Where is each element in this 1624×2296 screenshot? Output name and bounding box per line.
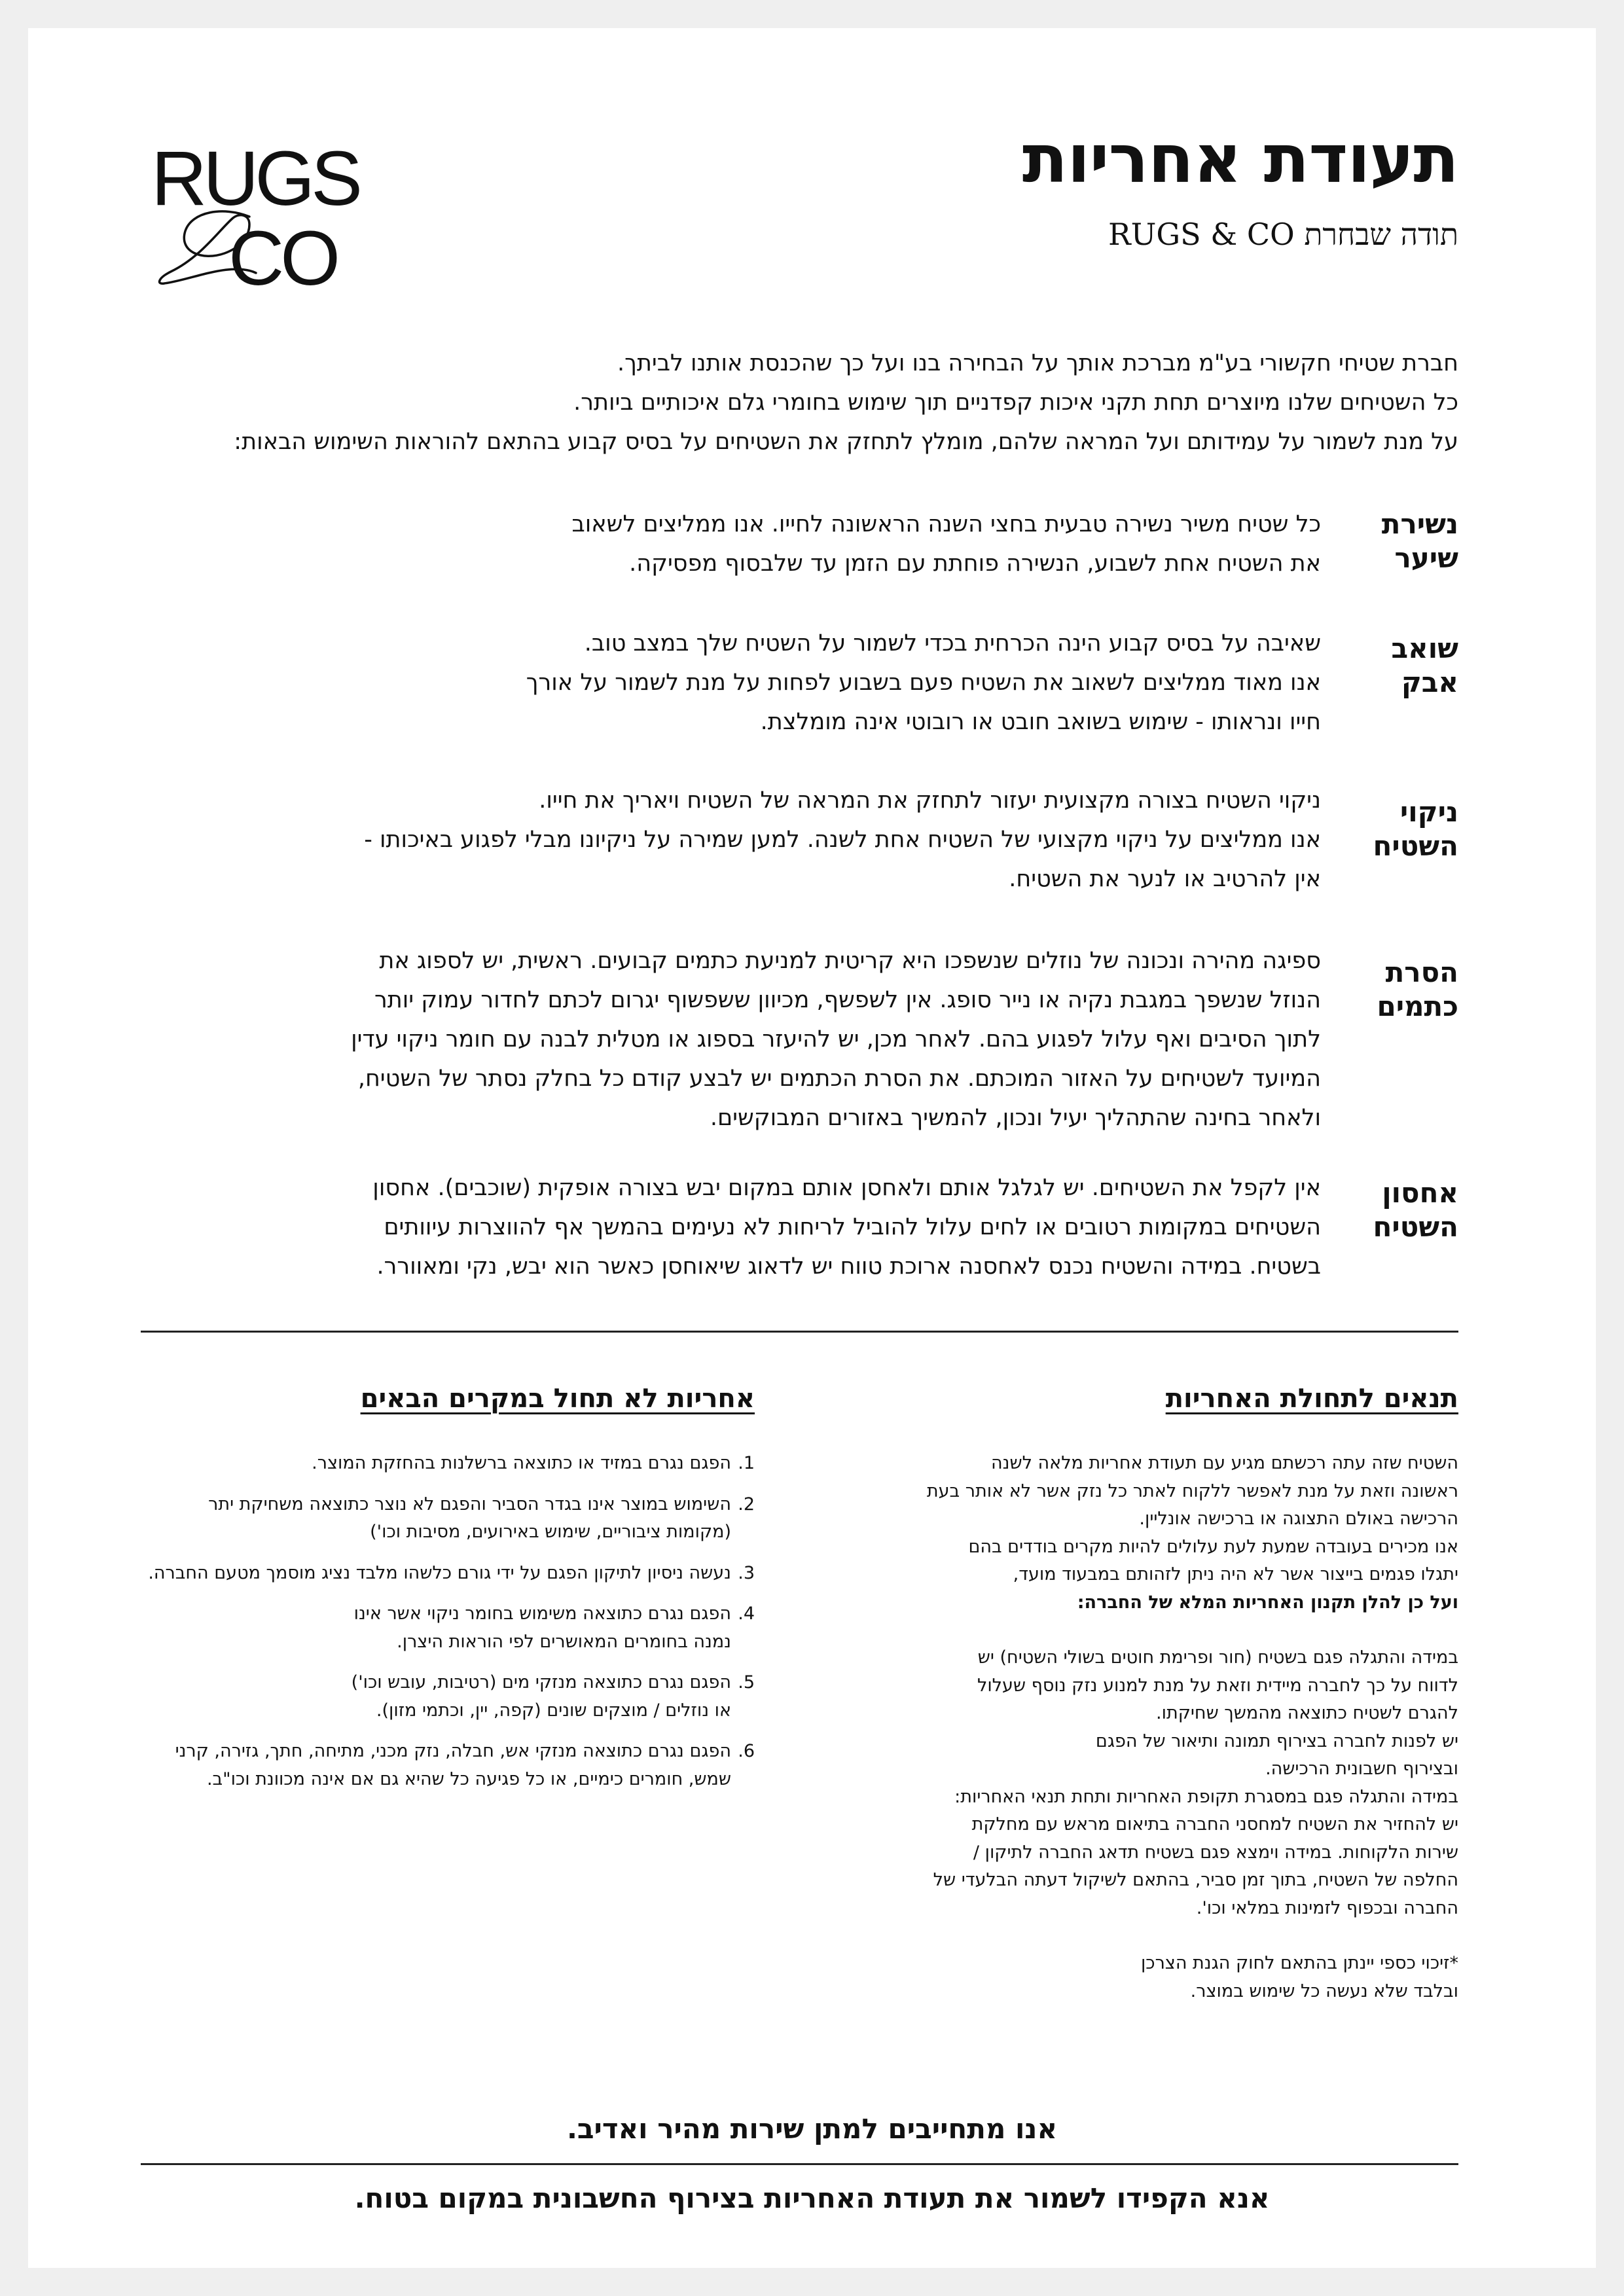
warranty-page [28, 28, 1596, 2268]
rugs-and-co-logo [151, 133, 361, 290]
list-item: 3. נעשה ניסיון לתיקון הפגם על ידי גורם כלשהו מלבד נציג מוסמך מטעם החברה. [148, 1562, 755, 1583]
refund-note: ובלבד שלא נעשה כל שימוש במוצר. [1190, 1981, 1458, 2001]
list-item: 1. הפגם נגרם במזיד או כתוצאה ברשלנות בהחזקת המוצר. [312, 1453, 755, 1473]
intro-line: חברת שטיחי חקשורי בע"מ מברכת אותך על הבחירה בנו ועל כך שהכנסת אותנו לביתך. [617, 350, 1458, 376]
intro-line: כל השטיחים שלנו מיוצרים תחת תקני איכות קפדניים תוך שימוש בחומרי גלם איכותיים ביותר. [573, 389, 1458, 416]
section-text: אין לקפל את השטיחים. יש לגלגל אותם ולאחסן אותם במקום יבש בצורה אופקית (שוכבים). אחסון השטיחים במקומות רטובים או לחים עלול להוביל לריחות לא נעימים בהמשך אף להווצרות עיוותים בשטיח. במידה והשטיח נכנס לאחסנה ארוכת טווח יש לדאוג שיאוחסן כאשר הוא יבש, נקי ומאוורר. [372, 1175, 1321, 1280]
warranty-terms-bold: ועל כן להלן תקנון האחריות המלא של החברה: [1077, 1592, 1458, 1613]
list-item: 4. הפגם נגרם כתוצאה משימוש בחומר ניקוי אשר אינו נמנה בחומרים המאושרים לפי הוראות היצרן. [353, 1604, 755, 1652]
divider [141, 2163, 1458, 2165]
section-text: שאיבה על בסיס קבוע הינה הכרחית בכדי לשמור על השטיח שלך במצב טוב. אנו מאוד ממליצים לשאוב את השטיח פעם בשבוע לפחות על מנת לשמור על אורך חייו ונראותו - שימוש בשואב חובט או רובוטי אינה מומלצת. [526, 630, 1321, 735]
intro-text [84, 344, 1458, 461]
logo-line2: CO [228, 215, 336, 290]
page-title: תעודת אחריות [1022, 120, 1458, 198]
warranty-terms [876, 1380, 1458, 2005]
intro-line: על מנת לשמור על עמידותם ועל המראה שלהם, מומלץ לתחזק את השטיחים על בסיס קבוע בהתאם להוראות השימוש הבאות: [234, 429, 1458, 455]
section-text: ספיגה מהירה ונכונה של נוזלים שנשפכו היא קריטית למניעת כתמים קבועים. ראשית, יש לספוג את הנוזל שנשפך במגבת נקיה או נייר סופג. אין לשפשף, מכיוון ששפשוף יגרום לכתם לחדור עמוק יותר לתוך הסיבים ואף עלול לפגוע בהם. לאחר מכן, יש להיעזר בספוג או מטלית לבנה עם חומר ניקוי עדין המיועד לשטיחים על האזור המוכתם. את הסרת הכתמים יש לבצע קודם כל בחלק נסתר של השטיח, ולאחר בחינה שהתהליך יעיל ונכון, להמשיך באזורים המבוקשים. [351, 948, 1321, 1131]
page-subtitle: תודה שבחרת RUGS & CO [1108, 217, 1458, 252]
keep-certificate-note: אנא הקפידו לשמור את תעודת האחריות בצירוף החשבונית במקום בטוח. [354, 2182, 1270, 2214]
logo-line1: RUGS [151, 135, 359, 222]
section-label: שואב אבק [1391, 632, 1458, 698]
section-label: ניקוי השטיח [1373, 796, 1458, 862]
list-item: 5. הפגם נגרם כתוצאה מנזקי מים (רטיבות, עובש וכו') או נוזלים / מוצקים שונים (קפה, יין, וכתמי מזון). [351, 1672, 755, 1721]
section-label: אחסון השטיח [1373, 1177, 1458, 1243]
exclusions-list [74, 1450, 755, 1793]
warranty-terms-body: השטיח שזה עתה רכשתם מגיע עם תעודת אחריות מלאה לשנה ראשונה וזאת על מנת לאפשר ללקוח לאתר כל נזק אשר לא אותר בעת הרכישה באולם התצוגה או ברכישה אונליין. אנו מכירים בעובדה שמעת לעת עלולים להיות מקרים בודדים בהם יתגלו פגמים בייצור אשר לא היה ניתן לזהותם במבעוד מועד, ועל כן להלן תקנון האחריות המלא של החברה: במידה והתגלה פגם בשטיח (חור ופרימת חוטים בשולי השטיח) יש לדווח על כך לחברה מיידית וזאת על מנת למנוע נזק נוסף שעלול להגרם לשטיח כתוצאה מהמשך שחיקתו. יש לפנות לחברה בצירוף תמונה ותיאור של הפגם ובצירוף חשבונית הרכישה. במידה והתגלה פגם במסגרת תקופת האחריות ותחת תנאי האחריות: יש להחזיר את השטיח למחסני החברה בתיאום מראש עם מחלקת שירות הלקוחות. במידה וימצא פגם בשטיח תדאג החברה לתיקון / החלפה של השטיח, בתוך זמן סביר, בהתאם לשיקול דעתה הבלעדי של החברה ובכפוף לזמינות במלאי וכו'. *זיכוי כספי יינתן בהתאם לחוק הגנת הצרכן ובלבד שלא נעשה כל שימוש במוצר. [876, 1450, 1458, 2005]
section-text: ניקוי השטיח בצורה מקצועית יעזור לתחזק את המראה של השטיח ויאריך את חייו. אנו ממליצים על ניקוי מקצועי של השטיח אחת לשנה. למען שמירה על ניקיונו מבלי לפגוע באיכותו - אין להרטיב או לנער את השטיח. [364, 787, 1321, 892]
service-commitment: אנו מתחייבים למתן שירות מהיר ואדיב. [566, 2113, 1058, 2145]
warranty-exclusions [74, 1380, 755, 1806]
exclusions-title: אחריות לא תחול במקרים הבאים [360, 1384, 755, 1414]
warranty-terms-title: תנאים לתחולת האחריות [1165, 1384, 1458, 1414]
list-item: 6. הפגם נגרם כתוצאה מנזקי אש, חבלה, נזק מכני, מתיחה, חתך, גזירה, קרני שמש, חומרים כימיים, או כל פגיעה כל שהיא גם אם אינה מכוונת וכו"ב. [175, 1741, 755, 1789]
section-label: הסרת כתמים [1377, 956, 1458, 1022]
section-text: כל שטיח משיר נשירה טבעית בחצי השנה הראשונה לחייו. אנו ממליצים לשאוב את השטיח אחת לשבוע, הנשירה פוחתת עם הזמן עד שלבסוף מפסיקה. [571, 511, 1321, 577]
divider [141, 1331, 1458, 1333]
section-label: נשירת שיער [1381, 508, 1458, 574]
refund-note: *זיכוי כספי יינתן בהתאם לחוק הגנת הצרכן [1140, 1953, 1458, 1973]
list-item: 2. השימוש במוצר אינו בגדר הסביר והפגם לא נוצר כתוצאה משחיקת יתר (מקומות ציבוריים, שימוש באירועים, מסיבות וכו') [208, 1494, 755, 1542]
